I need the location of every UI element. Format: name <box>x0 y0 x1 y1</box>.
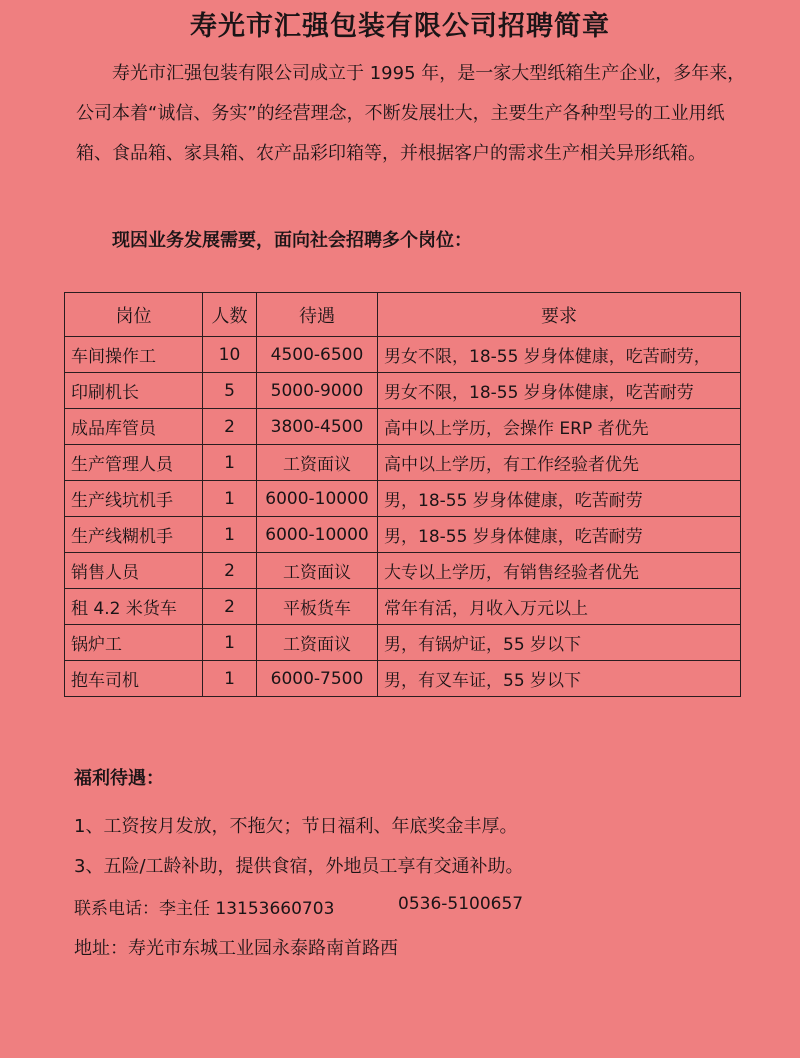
cell-count: 1 <box>203 661 257 697</box>
cell-requirement: 高中以上学历，会操作 ERP 者优先 <box>378 409 741 445</box>
cell-position: 生产管理人员 <box>65 445 203 481</box>
cell-requirement: 男，18-55 岁身体健康，吃苦耐劳 <box>378 481 741 517</box>
header-requirement: 要求 <box>378 293 741 337</box>
cell-pay: 3800-4500 <box>257 409 378 445</box>
cell-requirement: 男女不限，18-55 岁身体健康，吃苦耐劳 <box>378 373 741 409</box>
cell-pay: 4500-6500 <box>257 337 378 373</box>
cell-count: 2 <box>203 589 257 625</box>
benefit-item: 1、工资按月发放，不拖欠；节日福利、年底奖金丰厚。 <box>74 816 518 837</box>
contact-label: 联系电话：李主任 13153660703 <box>74 899 335 919</box>
cell-requirement: 男，18-55 岁身体健康，吃苦耐劳 <box>378 517 741 553</box>
table-row <box>65 337 741 373</box>
contact-phone-2: 0536-5100657 <box>398 894 524 914</box>
table-row <box>65 409 741 445</box>
cell-requirement: 大专以上学历，有销售经验者优先 <box>378 553 741 589</box>
cell-count: 1 <box>203 445 257 481</box>
table-row <box>65 445 741 481</box>
cell-count: 2 <box>203 553 257 589</box>
cell-pay: 5000-9000 <box>257 373 378 409</box>
table-row <box>65 373 741 409</box>
cell-position: 租 4.2 米货车 <box>65 589 203 625</box>
recruitment-lead: 现因业务发展需要，面向社会招聘多个岗位： <box>112 230 472 251</box>
benefits-title: 福利待遇： <box>74 768 164 789</box>
page-title: 寿光市汇强包装有限公司招聘简章 <box>190 11 610 42</box>
table-row <box>65 553 741 589</box>
cell-count: 2 <box>203 409 257 445</box>
table-row <box>65 481 741 517</box>
cell-pay: 6000-10000 <box>257 481 378 517</box>
cell-pay: 工资面议 <box>257 445 378 481</box>
jobs-table <box>64 292 741 697</box>
cell-position: 印刷机长 <box>65 373 203 409</box>
header-count: 人数 <box>203 293 257 337</box>
address: 地址：寿光市东城工业园永泰路南首路西 <box>74 938 398 959</box>
cell-pay: 6000-7500 <box>257 661 378 697</box>
cell-pay: 工资面议 <box>257 625 378 661</box>
table-row <box>65 625 741 661</box>
company-intro <box>76 54 756 174</box>
cell-position: 生产线坑机手 <box>65 481 203 517</box>
cell-position: 销售人员 <box>65 553 203 589</box>
cell-count: 1 <box>203 517 257 553</box>
cell-count: 1 <box>203 481 257 517</box>
table-row <box>65 517 741 553</box>
table-row <box>65 589 741 625</box>
cell-count: 5 <box>203 373 257 409</box>
table-header-row <box>65 293 741 337</box>
benefit-item: 3、五险/工龄补助，提供食宿，外地员工享有交通补助。 <box>74 856 524 877</box>
intro-paragraph: 寿光市汇强包装有限公司成立于 1995 年，是一家大型纸箱生产企业，多年来，公司本着“诚信、务实”的经营理念，不断发展壮大，主要生产各种型号的工业用纸箱、食品箱、家具箱、农产品彩印箱等，并根据客户的需求生产相关异形纸箱。 <box>76 63 746 164</box>
cell-position: 锅炉工 <box>65 625 203 661</box>
cell-pay: 工资面议 <box>257 553 378 589</box>
header-position: 岗位 <box>65 293 203 337</box>
cell-position: 成品库管员 <box>65 409 203 445</box>
cell-pay: 6000-10000 <box>257 517 378 553</box>
table-row <box>65 661 741 697</box>
cell-count: 1 <box>203 625 257 661</box>
cell-requirement: 高中以上学历，有工作经验者优先 <box>378 445 741 481</box>
cell-position: 抱车司机 <box>65 661 203 697</box>
header-pay: 待遇 <box>257 293 378 337</box>
cell-requirement: 常年有活，月收入万元以上 <box>378 589 741 625</box>
cell-position: 车间操作工 <box>65 337 203 373</box>
cell-pay: 平板货车 <box>257 589 378 625</box>
cell-position: 生产线糊机手 <box>65 517 203 553</box>
cell-requirement: 男，有叉车证，55 岁以下 <box>378 661 741 697</box>
cell-count: 10 <box>203 337 257 373</box>
contact-info <box>74 894 524 919</box>
cell-requirement: 男女不限，18-55 岁身体健康，吃苦耐劳， <box>378 337 741 373</box>
cell-requirement: 男，有锅炉证，55 岁以下 <box>378 625 741 661</box>
